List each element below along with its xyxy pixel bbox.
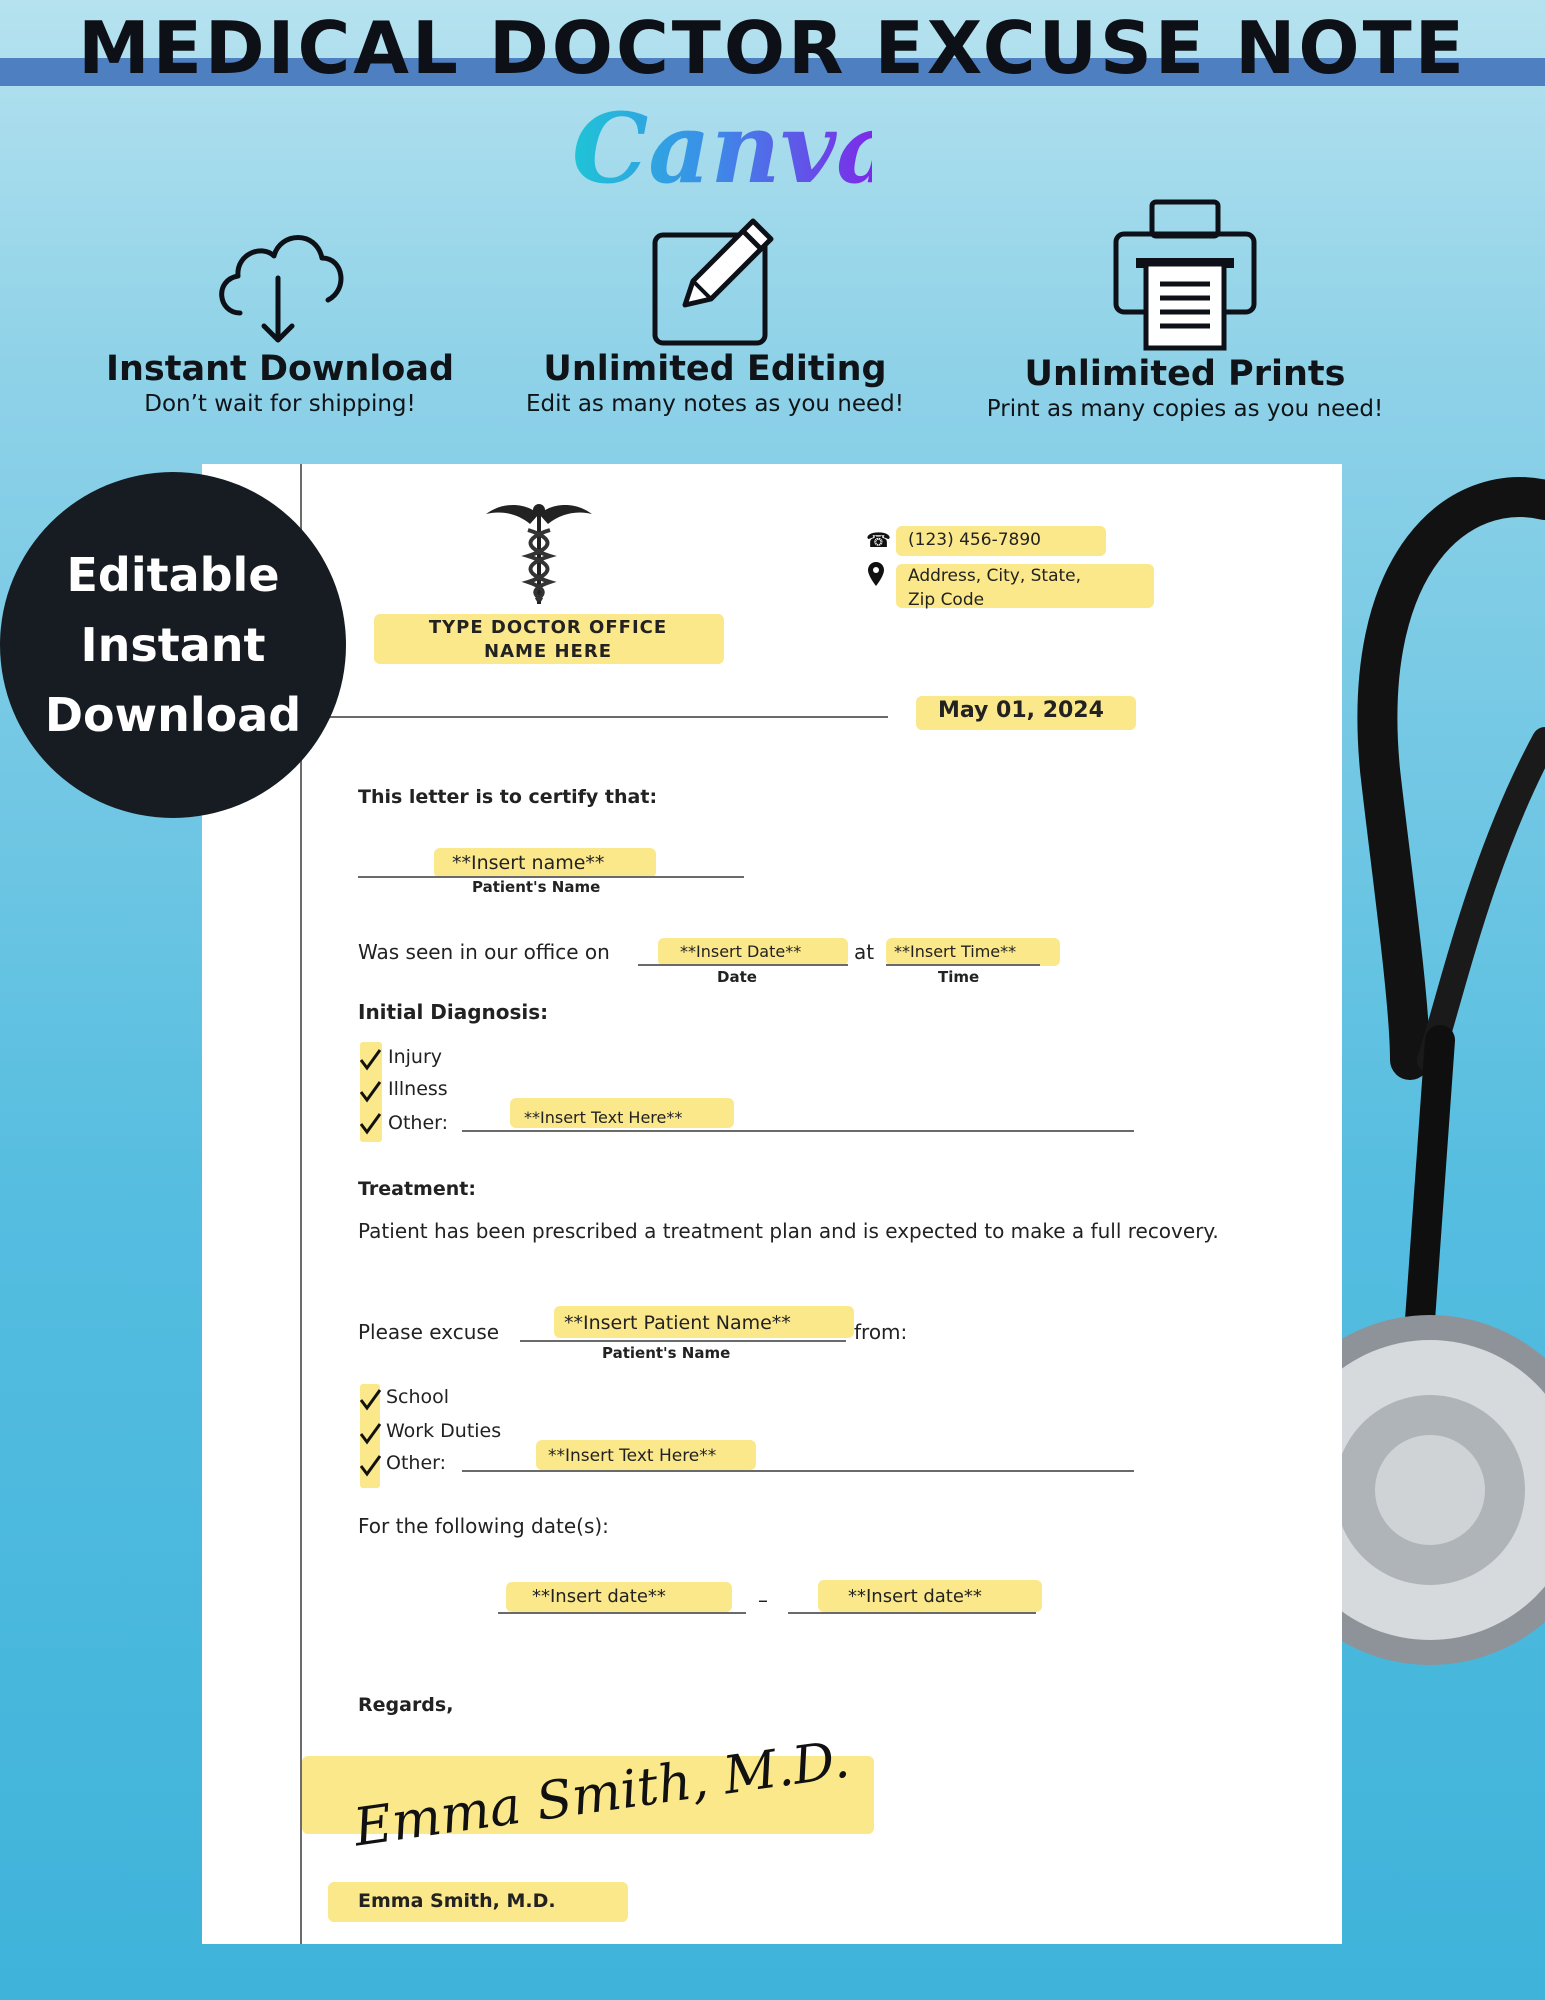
- please-excuse-text: Please excuse: [358, 1320, 500, 1344]
- from-text: from:: [854, 1320, 908, 1344]
- date-underline: [638, 964, 848, 966]
- address: Address, City, State, Zip Code: [908, 566, 1082, 610]
- treatment-heading: Treatment:: [358, 1178, 476, 1200]
- editable-instant-download-badge: [0, 472, 346, 818]
- date-range-dash: –: [758, 1588, 768, 1612]
- insert-date-field[interactable]: **Insert Date**: [680, 942, 802, 961]
- insert-text-field[interactable]: **Insert Text Here**: [548, 1446, 717, 1466]
- note-date: May 01, 2024: [938, 698, 1104, 723]
- signature: Emma Smith, M.D.: [350, 1729, 854, 1859]
- location-pin-icon: [868, 562, 884, 586]
- date-label: Date: [717, 968, 757, 986]
- other-underline: [462, 1470, 1134, 1472]
- date-end-underline: [788, 1612, 1036, 1614]
- feature-instant-download: [95, 218, 465, 418]
- printer-icon: [1110, 198, 1260, 353]
- diagnosis-item: Other:: [388, 1112, 449, 1134]
- checkmark-icon: [358, 1046, 382, 1074]
- patients-name-label: Patient's Name: [472, 878, 601, 896]
- patient-name-underline: [520, 1340, 846, 1342]
- checkmark-icon: [358, 1078, 382, 1106]
- feature-subtitle: Print as many copies as you need!: [986, 396, 1384, 422]
- insert-date-start-field[interactable]: **Insert date**: [532, 1586, 666, 1607]
- following-dates-text: For the following date(s):: [358, 1514, 609, 1538]
- checkmark-icon: [358, 1452, 382, 1480]
- excuse-item: Other:: [386, 1452, 447, 1474]
- feature-title: Instant Download: [105, 349, 455, 389]
- insert-time-field[interactable]: **Insert Time**: [894, 942, 1017, 961]
- canva-logo: Canva: [572, 92, 899, 205]
- feature-subtitle: Edit as many notes as you need!: [525, 391, 904, 417]
- excuse-item: School: [386, 1386, 450, 1408]
- checkmark-icon: [358, 1420, 382, 1448]
- feature-subtitle: Don’t wait for shipping!: [144, 391, 416, 417]
- time-label: Time: [938, 968, 980, 986]
- pencil-edit-icon: [645, 213, 785, 348]
- diagnosis-item: Illness: [388, 1078, 448, 1100]
- header-divider: [302, 716, 888, 718]
- insert-text-field[interactable]: **Insert Text Here**: [524, 1108, 683, 1127]
- checkmark-icon: [358, 1110, 382, 1138]
- other-underline: [462, 1130, 1134, 1132]
- excuse-item: Work Duties: [386, 1420, 502, 1442]
- patients-name-label: Patient's Name: [602, 1344, 731, 1362]
- feature-unlimited-editing: [520, 213, 910, 418]
- feature-unlimited-prints: [965, 198, 1405, 423]
- caduceus-icon: [484, 496, 594, 606]
- diagnosis-item: Injury: [388, 1046, 443, 1068]
- seen-text: Was seen in our office on: [358, 940, 610, 964]
- insert-name-field[interactable]: **Insert name**: [452, 852, 605, 874]
- cloud-download-icon: [210, 218, 350, 348]
- treatment-text: Patient has been prescribed a treatment plan and is expected to make a full recovery.: [358, 1219, 1219, 1243]
- excuse-note-paper: [202, 464, 1342, 1944]
- time-underline: [886, 964, 1040, 966]
- signer-name: Emma Smith, M.D.: [358, 1890, 556, 1912]
- date-start-underline: [498, 1612, 746, 1614]
- diagnosis-heading: Initial Diagnosis:: [358, 1000, 549, 1024]
- feature-title: Unlimited Editing: [543, 349, 887, 389]
- checkmark-icon: [358, 1386, 382, 1414]
- regards-text: Regards,: [358, 1694, 454, 1716]
- badge-text: Editable Instant Download: [44, 548, 302, 742]
- page-title: MEDICAL DOCTOR EXCUSE NOTE: [78, 6, 1467, 90]
- insert-date-end-field[interactable]: **Insert date**: [848, 1586, 982, 1607]
- insert-patient-name-field[interactable]: **Insert Patient Name**: [564, 1312, 791, 1334]
- office-name: TYPE DOCTOR OFFICE NAME HERE: [428, 617, 668, 662]
- certify-text: This letter is to certify that:: [358, 786, 658, 808]
- feature-title: Unlimited Prints: [1024, 354, 1346, 394]
- at-text: at: [854, 940, 875, 964]
- phone-icon: ☎: [866, 528, 891, 552]
- phone-number: (123) 456-7890: [908, 530, 1041, 550]
